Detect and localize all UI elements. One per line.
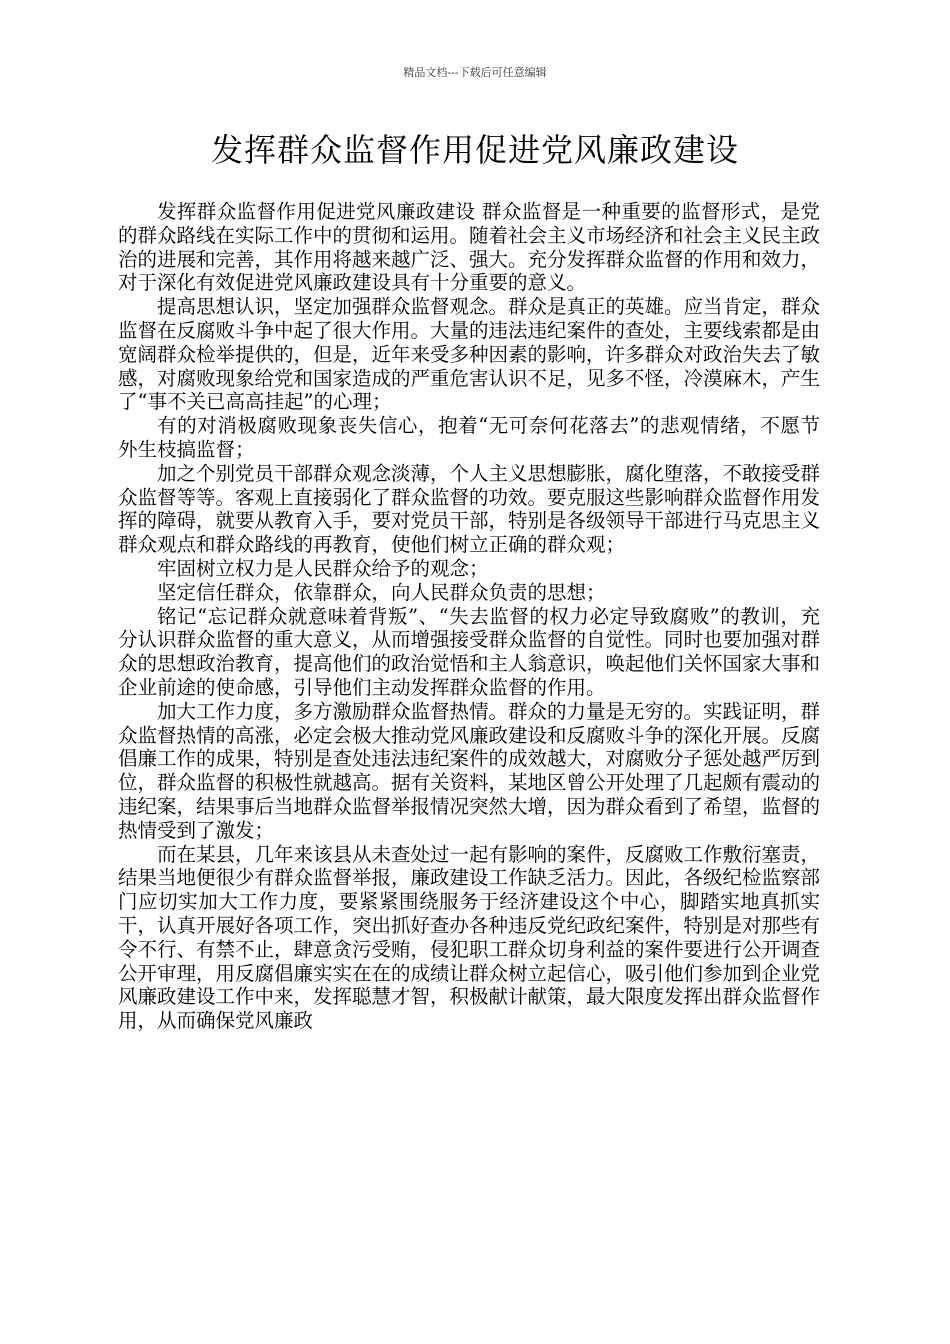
paragraph: 牢固树立权力是人民群众给予的观念； [157, 556, 489, 580]
paragraph: 有的对消极腐败现象丧失信心，抱着“无可奈何花落去”的悲观情绪，不愿节外生枝搞监督； [118, 414, 820, 461]
page-header: 精品文档---下载后可任意编辑 [403, 66, 547, 79]
paragraph: 发挥群众监督作用促进党风廉政建设 群众监督是一种重要的监督形式，是党的群众路线在实际工作中的贯彻和运用。随着社会主义市场经济和社会主义民主政治的进展和完善，其作用将越来越广泛、强大。充分发挥群众监督的作用和效力，对于深化有效促进党风廉政建设具有十分重要的意义。 [118, 200, 821, 295]
paragraph: 加之个别党员干部群众观念淡薄，个人主义思想膨胀，腐化堕落，不敢接受群众监督等等。客观上直接弱化了群众监督的功效。要克服这些影响群众监督作用发挥的障碍，就要从教育入手，要对党员干部，特别是各级领导干部进行马克思主义群众观点和群众路线的再教育，使他们树立正确的群众观； [118, 461, 821, 557]
paragraph: 而在某县，几年来该县从未查处过一起有影响的案件，反腐败工作敷衍塞责，结果当地便很少有群众监督举报，廉政建设工作缺乏活力。因此，各级纪检监察部门应切实加大工作力度，要紧紧围绕服务于经济建设这个中心，脚踏实地真抓实干，认真开展好各项工作，突出抓好查办各种违反党纪政纪案件，特别是对那些有令不行、有禁不止，肆意贪污受贿，侵犯职工群众切身利益的案件要进行公开调查公开审理，用反腐倡廉实实在在的成绩让群众树立起信心，吸引他们参加到企业党风廉政建设工作中来，发挥聪慧才智，积极献计献策，最大限度发挥出群众监督作用，从而确保党风廉政 [118, 842, 821, 1033]
paragraph: 加大工作力度，多方激励群众监督热情。群众的力量是无穷的。实践证明，群众监督热情的高涨，必定会极大推动党风廉政建设和反腐败斗争的深化开展。反腐倡廉工作的成果，特别是查处违法违纪案件的成效越大，对腐败分子惩处越严厉到位，群众监督的积极性就越高。据有关资料，某地区曾公开处理了几起颇有震动的违纪案，结果事后当地群众监督举报情况突然大增，因为群众看到了希望，监督的热情受到了激发； [118, 699, 821, 842]
paragraph: 坚定信任群众，依靠群众，向人民群众负责的思想； [157, 580, 606, 604]
paragraph: 铭记“忘记群众就意味着背叛”、“失去监督的权力必定导致腐败”的教训，充分认识群众监督的重大意义，从而增强接受群众监督的自觉性。同时也要加强对群众的思想政治教育，提高他们的政治觉悟和主人翁意识，唤起他们关怀国家大事和企业前途的使命感，引导他们主动发挥群众监督的作用。 [118, 604, 821, 699]
document-title: 发挥群众监督作用促进党风廉政建设 [210, 131, 739, 169]
document-body [118, 200, 820, 1033]
paragraph: 提高思想认识，坚定加强群众监督观念。群众是真正的英雄。应当肯定，群众监督在反腐败斗争中起了很大作用。大量的违法违纪案件的查处，主要线索都是由宽阔群众检举提供的，但是，近年来受多种因素的影响，许多群众对政治失去了敏感，对腐败现象给党和国家造成的严重危害认识不足，见多不怪，冷漠麻木，产生了“事不关已高高挂起”的心理； [118, 295, 821, 414]
